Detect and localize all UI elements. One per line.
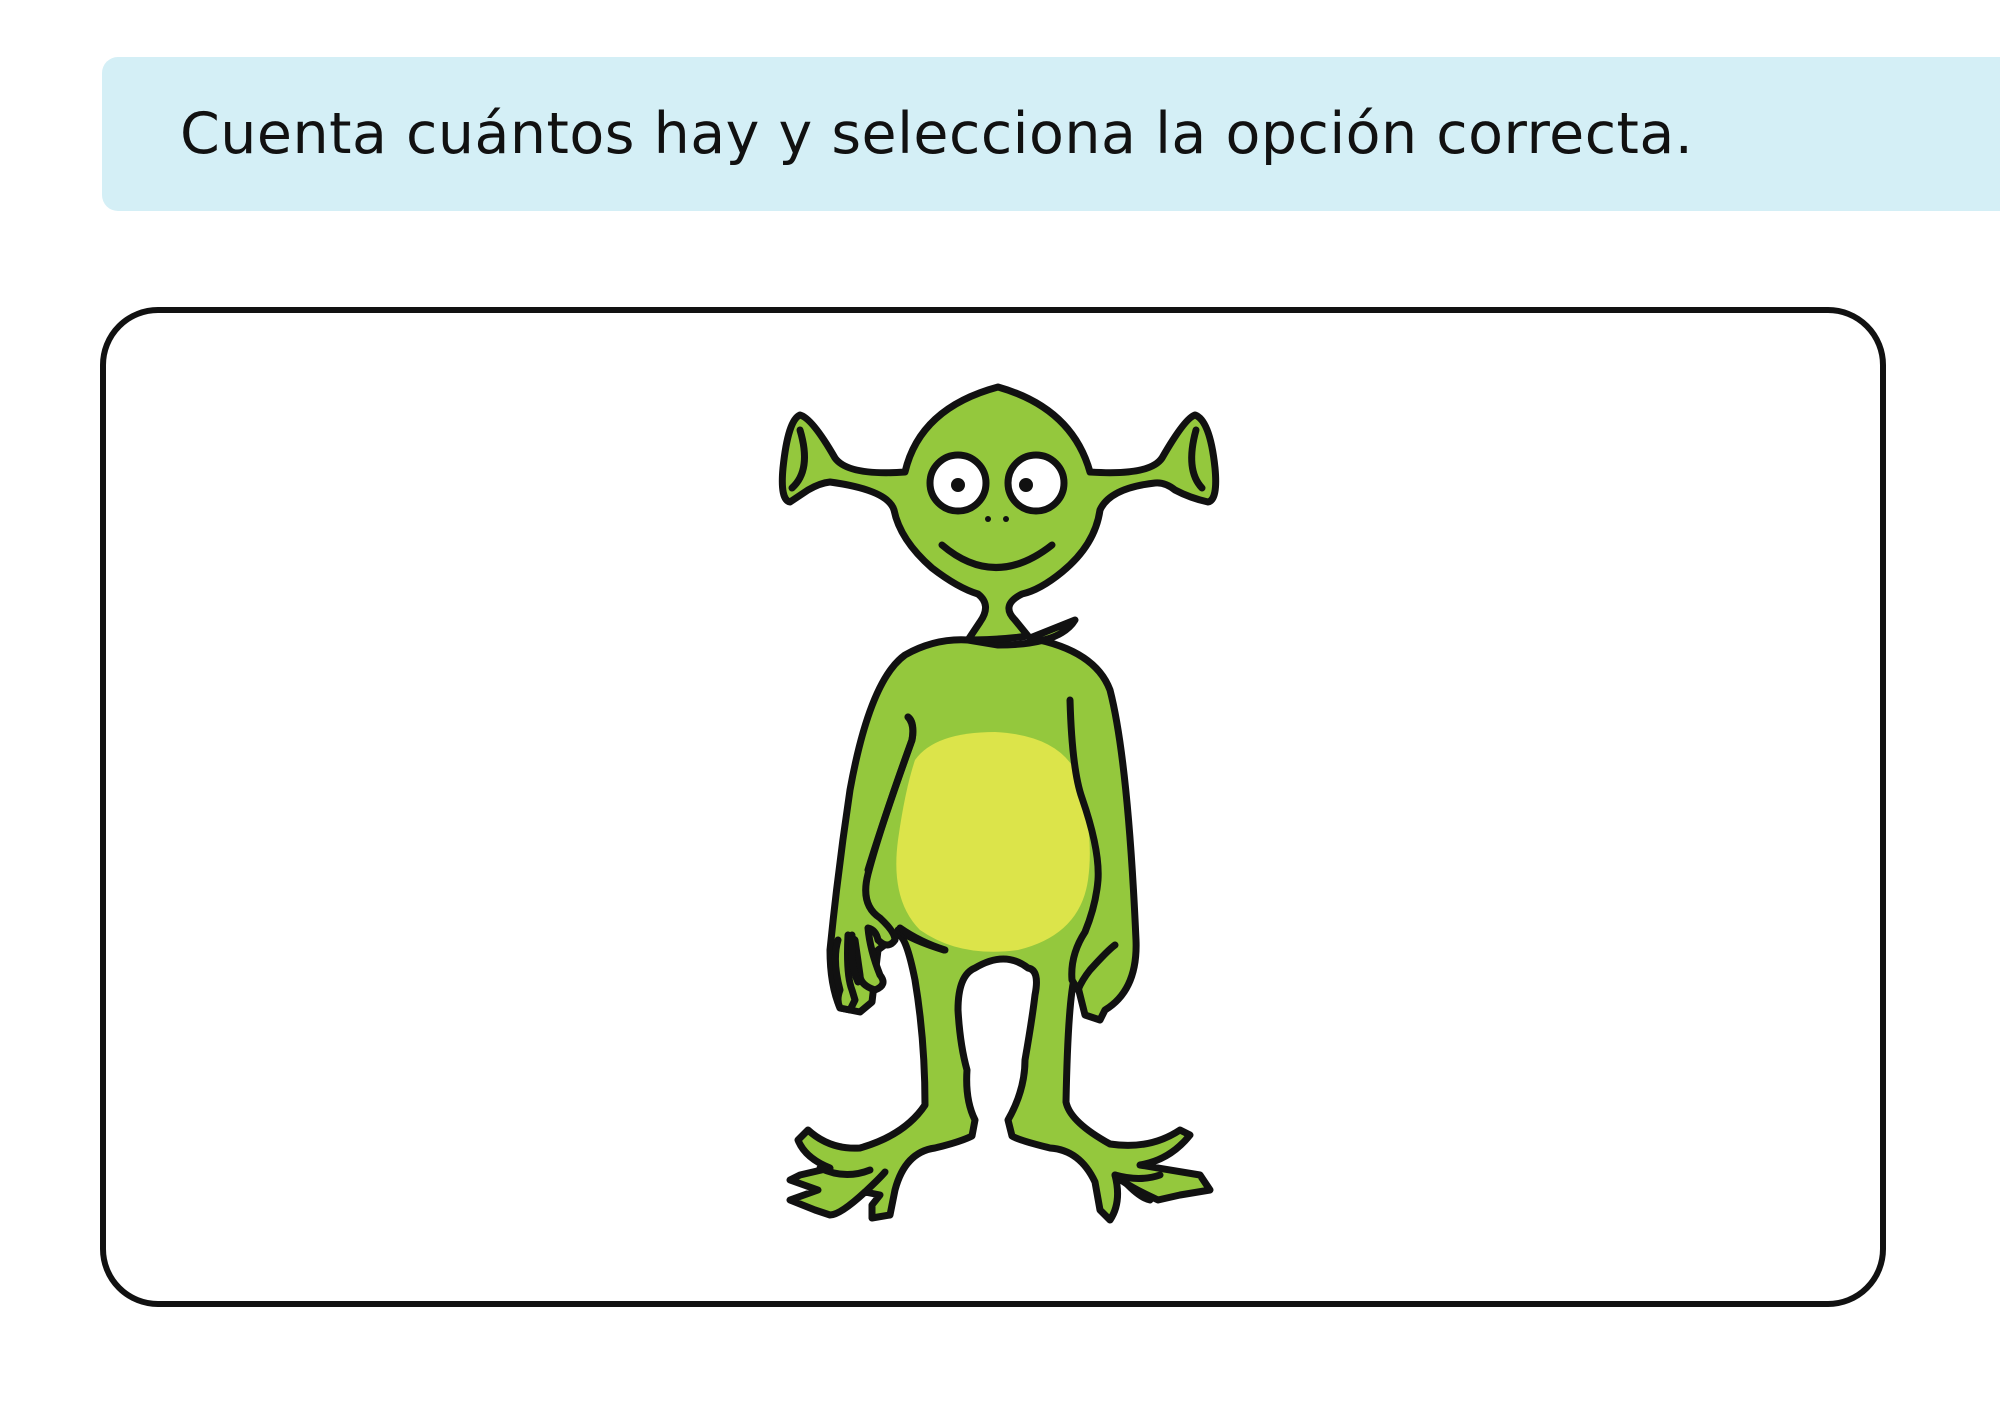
alien-right-eye [1008, 455, 1064, 511]
alien-head [782, 387, 1215, 640]
alien-belly [896, 732, 1089, 952]
instruction-text: Cuenta cuántos hay y selecciona la opción correcta. [180, 101, 1694, 167]
